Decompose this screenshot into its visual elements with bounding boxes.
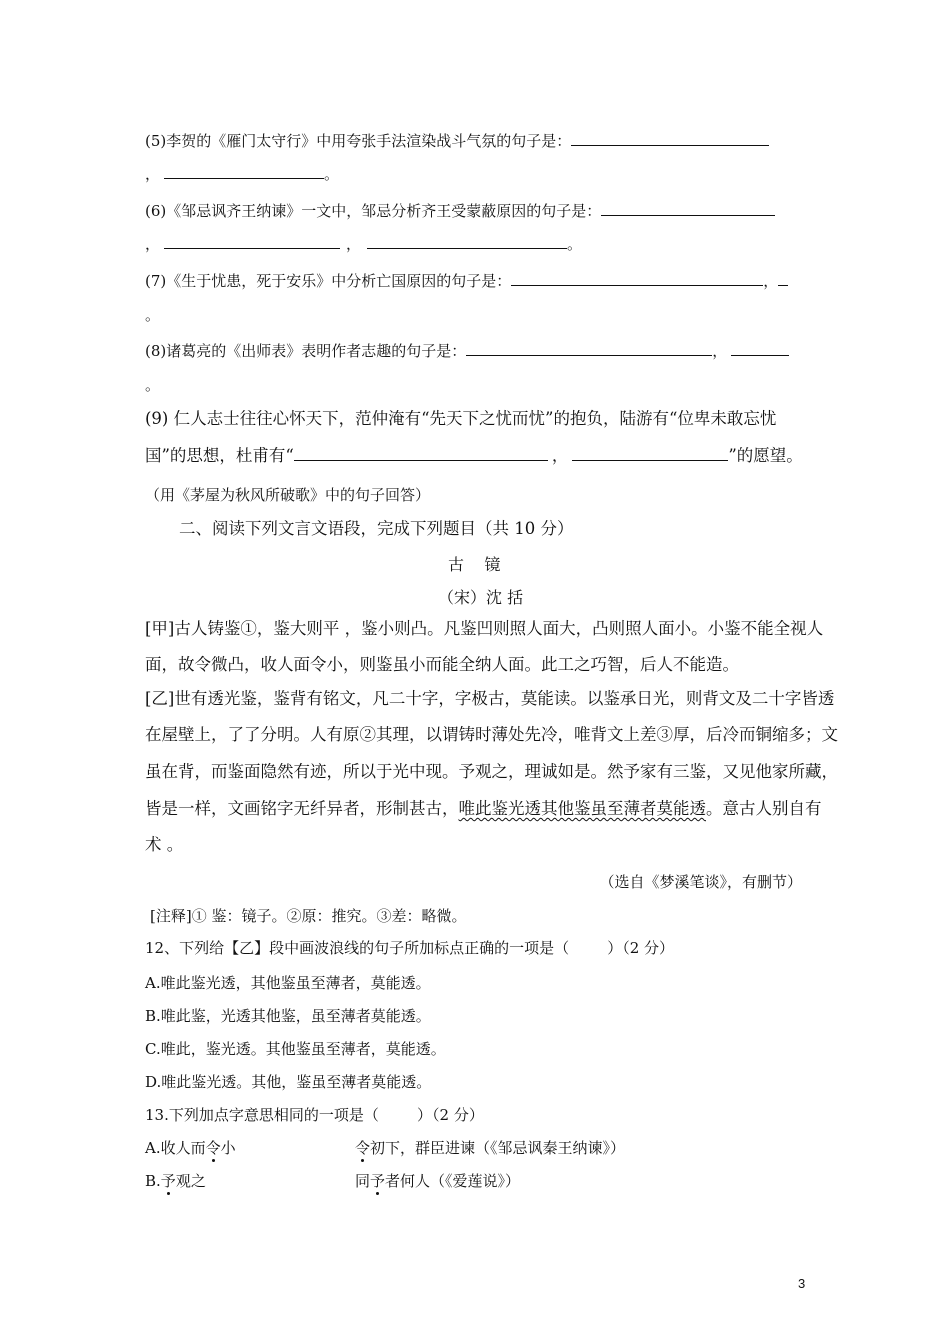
passage-source: （选自《梦溪笔谈》，有删节） xyxy=(599,873,802,891)
option-d[interactable]: D.唯此鉴光透。其他，鉴虽至薄者莫能透。 xyxy=(145,1073,432,1091)
dotted-character: 令 xyxy=(205,1139,221,1157)
answer-blank[interactable] xyxy=(466,341,712,356)
passage-yi-line: 在屋壁上，了了分明。人有原②其理，以谓铸时薄处先冷，唯背文上差③厚，后冷而铜缩多；文 xyxy=(145,725,838,744)
section-heading: 二、阅读下列文言文语段，完成下列题目（共 10 分） xyxy=(179,519,574,538)
answer-blank[interactable] xyxy=(164,234,340,249)
dotted-character: 予 xyxy=(370,1172,386,1190)
option-c[interactable]: C.唯此，鉴光透。其他鉴虽至薄者，莫能透。 xyxy=(145,1040,446,1058)
answer-blank[interactable] xyxy=(164,164,324,179)
passage-jia-line: 面，故令微凸，收人面令小，则鉴虽小而能全纳人面。此工之巧智，后人不能造。 xyxy=(145,655,739,674)
answer-blank[interactable] xyxy=(511,271,763,286)
passage-yi-line: 虽在背，而鉴面隐然有迹，所以于光中现。予观之，理诚如是。然予家有三鉴，又见他家所藏， xyxy=(145,762,838,781)
question-6-cont: ， ， 。 xyxy=(145,235,583,253)
passage-author: （宋）沈 括 xyxy=(438,588,524,607)
passage-yi-line: 皆是一样，文画铭字无纤异者，形制甚古，唯此鉴光透其他鉴虽至薄者莫能透。意古人别自有 xyxy=(145,799,822,818)
question-5 xyxy=(145,131,769,151)
answer-blank[interactable] xyxy=(294,446,548,461)
question-9-line3: （用《茅屋为秋风所破歌》中的句子回答） xyxy=(145,486,431,504)
question-8-cont: 。 xyxy=(145,376,161,394)
question-12-stem: 12、下列给【乙】段中画波浪线的句子所加标点正确的一项是（ ）（2 分） xyxy=(145,939,675,957)
answer-blank[interactable] xyxy=(601,201,775,216)
question-5-text: (5)李贺的《雁门太守行》中用夸张手法渲染战斗气氛的句子是： xyxy=(145,132,572,150)
question-13-stem: 13.下列加点字意思相同的一项是（ ）（2 分） xyxy=(145,1106,484,1124)
question-7-cont: 。 xyxy=(145,306,161,324)
option-b[interactable]: B.唯此鉴，光透其他鉴，虽至薄者莫能透。 xyxy=(145,1007,431,1025)
answer-blank[interactable] xyxy=(572,446,728,461)
dotted-character: 予 xyxy=(160,1172,176,1190)
passage-yi-line: [乙]世有透光鉴，鉴背有铭文，凡二十字，字极古，莫能读。以鉴承日光，则背文及二十字皆透 xyxy=(145,689,835,708)
passage-title: 古 镜 xyxy=(448,555,501,574)
page-number: 3 xyxy=(798,1276,806,1291)
answer-blank[interactable] xyxy=(731,341,789,356)
question-6-text: (6)《邹忌讽齐王纳谏》一文中，邹忌分析齐王受蒙蔽原因的句子是： xyxy=(145,202,602,220)
question-6 xyxy=(145,201,775,221)
passage-yi-line: 术 。 xyxy=(145,835,184,854)
passage-notes: [注释]① 鉴：镜子。②原：推究。③差：略微。 xyxy=(150,907,467,925)
question-5-cont: ， 。 xyxy=(145,165,340,183)
question-7-text: (7)《生于忧患，死于安乐》中分析亡国原因的句子是： xyxy=(145,272,512,290)
answer-blank[interactable] xyxy=(571,131,769,146)
option-a[interactable]: A.收人而令小 令初下，群臣进谏（《邹忌讽秦王纳谏》） xyxy=(145,1139,626,1157)
dotted-character: 令 xyxy=(355,1139,371,1157)
passage-jia-line: [甲]古人铸鉴①，鉴大则平 ，鉴小则凸。凡鉴凹则照人面大，凸则照人面小。小鉴不能全视人 xyxy=(145,619,824,638)
wavy-underlined-sentence: 唯此鉴光透其他鉴虽至薄者莫能透 xyxy=(458,799,706,818)
question-7: (7)《生于忧患，死于安乐》中分析亡国原因的句子是： ， xyxy=(145,271,788,291)
question-9-line1: (9) 仁人志士往往心怀天下，范仲淹有“先天下之忧而忧”的抱负，陆游有“位卑未敢忘忧 xyxy=(145,409,777,428)
question-8-text: (8)诸葛亮的《出师表》表明作者志趣的句子是： xyxy=(145,342,467,360)
answer-blank[interactable] xyxy=(778,271,788,286)
option-a[interactable]: A.唯此鉴光透，其他鉴虽至薄者，莫能透。 xyxy=(145,974,431,992)
question-9-line2: 国”的思想，杜甫有“ ， ”的愿望。 xyxy=(145,446,803,465)
option-b[interactable]: B.予观之 同予者何人（《爱莲说》） xyxy=(145,1172,521,1190)
question-8: (8)诸葛亮的《出师表》表明作者志趣的句子是： ， xyxy=(145,341,789,361)
answer-blank[interactable] xyxy=(367,234,567,249)
